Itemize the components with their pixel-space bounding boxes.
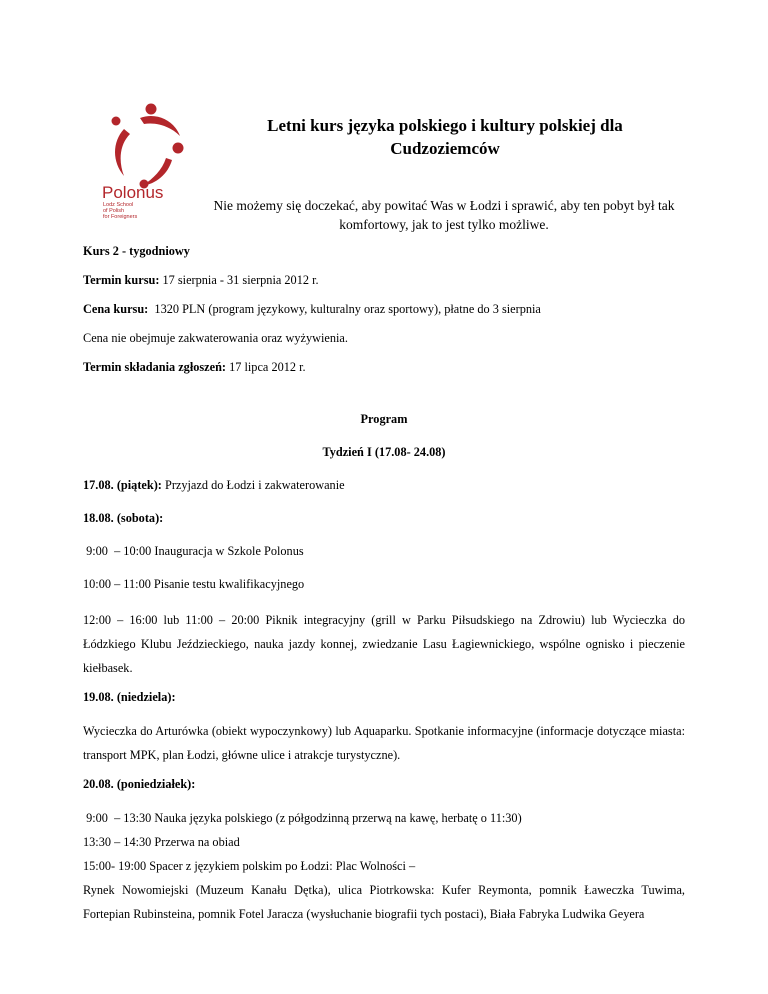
price-note: Cena nie obejmuje zakwaterowania oraz wyżywienia. <box>83 331 348 345</box>
schedule-item: 13:30 – 14:30 Przerwa na obiad <box>83 835 240 849</box>
svg-text:Lodz School: Lodz School <box>103 202 134 208</box>
day-20-08-label: 20.08. (poniedziałek): <box>83 777 196 791</box>
course-price-value: 1320 PLN (program językowy, kulturalny oraz sportowy), płatne do 3 sierpnia <box>148 302 541 316</box>
week-heading: Tydzień I (17.08- 24.08) <box>322 445 446 459</box>
course-term-label: Termin kursu: <box>83 273 160 287</box>
course-term-value: 17 sierpnia - 31 sierpnia 2012 r. <box>159 273 319 287</box>
day-17-08 <box>83 476 685 495</box>
welcome-text: Nie możemy się doczekać, aby powitać Was w Łodzi i sprawić, aby ten pobyt był tak komfortowy, jak to jest tylko możliwe. <box>213 198 675 232</box>
schedule-item: 9:00 – 13:30 Nauka języka polskiego (z półgodzinną przerwą na kawę, herbatę o 11:30) <box>83 811 522 825</box>
day-18-08-label: 18.08. (sobota): <box>83 511 164 525</box>
document-body <box>83 242 685 932</box>
schedule-item: 15:00- 19:00 Spacer z językiem polskim po Łodzi: Plac Wolności – <box>83 859 416 873</box>
document-title: Letni kurs języka polskiego i kultury polskiej dla Cudzoziemców <box>267 116 623 158</box>
schedule-item: Rynek Nowomiejski (Muzeum Kanału Dętka), ulica Piotrkowska: Kufer Reymonta, pomnik Ławeczka Tuwima, Fortepian Rubinsteina, pomnik Fotel Jaracza (wysłuchanie biografii tych postaci), Biała Fabryka Ludwika Geyera <box>83 883 685 921</box>
svg-text:of Polish: of Polish <box>103 208 125 214</box>
day-19-08-label: 19.08. (niedziela): <box>83 690 176 704</box>
deadline-value: 17 lipca 2012 r. <box>226 360 306 374</box>
program-heading: Program <box>360 412 408 426</box>
day-text: Przyjazd do Łodzi i zakwaterowanie <box>161 478 345 492</box>
course-price-label: Cena kursu: <box>83 302 149 316</box>
day-19-08-text: Wycieczka do Arturówka (obiekt wypoczynkowy) lub Aquaparku. Spotkanie informacyjne (informacje dotyczące miasta: transport MPK, plan Łodzi, główne ulice i atrakcje turystyczne). <box>83 724 685 762</box>
deadline-label: Termin składania zgłoszeń: <box>83 360 227 374</box>
svg-text:for Foreigners: for Foreigners <box>103 214 138 220</box>
application-deadline <box>83 358 685 377</box>
schedule-item: 12:00 – 16:00 lub 11:00 – 20:00 Piknik integracyjny (grill w Parku Piłsudskiego na Zdrowiu) lub Wycieczka do Łódzkiego Klubu Jeździeckiego, nauka jazdy konnej, zwiedzanie Lasu Łagiewnickiego, wspólne ognisko i pieczenie kiełbasek. <box>83 613 685 675</box>
course-type: Kurs 2 - tygodniowy <box>83 244 190 258</box>
polonus-emblem-icon <box>94 94 206 222</box>
course-price <box>83 300 685 319</box>
svg-text:Polonus: Polonus <box>102 183 164 202</box>
polonus-logo <box>94 94 206 222</box>
course-term <box>83 271 685 290</box>
schedule-item: 10:00 – 11:00 Pisanie testu kwalifikacyjnego <box>83 577 305 591</box>
day-label: 17.08. (piątek): <box>83 478 162 492</box>
schedule-item: 9:00 – 10:00 Inauguracja w Szkole Polonus <box>83 544 304 558</box>
